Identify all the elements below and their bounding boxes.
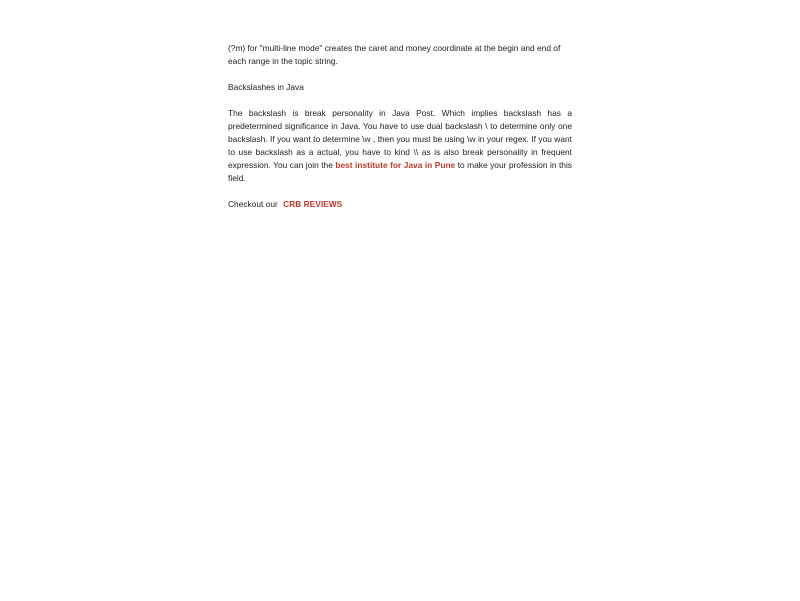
intro-paragraph: (?m) for "multi-line mode" creates the caret and money coordinate at the begin and end of each range in the topic string. (228, 43, 561, 66)
body-text-after-link: to make your profession in this field. (228, 160, 572, 183)
checkout-text: Checkout our (228, 199, 278, 209)
body-paragraph (228, 107, 572, 185)
section-heading: Backslashes in Java (228, 82, 304, 92)
crb-reviews-link[interactable]: CRB REVIEWS (283, 199, 343, 209)
body-text-before-link: The backslash is break personality in Java Post. Which implies backslash has a predetermined significance in Java. You have to use dual backslash \ to determine only one backslash. If you want to determine \w , then you must be using \w in your regex. If you want to use backslash as a actual, you have to kind \\ as is also break personality in frequent expression. You can join the (228, 108, 572, 170)
article-content (228, 42, 572, 224)
checkout-paragraph (228, 198, 572, 211)
java-institute-link[interactable]: best institute for Java in Pune (335, 160, 456, 170)
